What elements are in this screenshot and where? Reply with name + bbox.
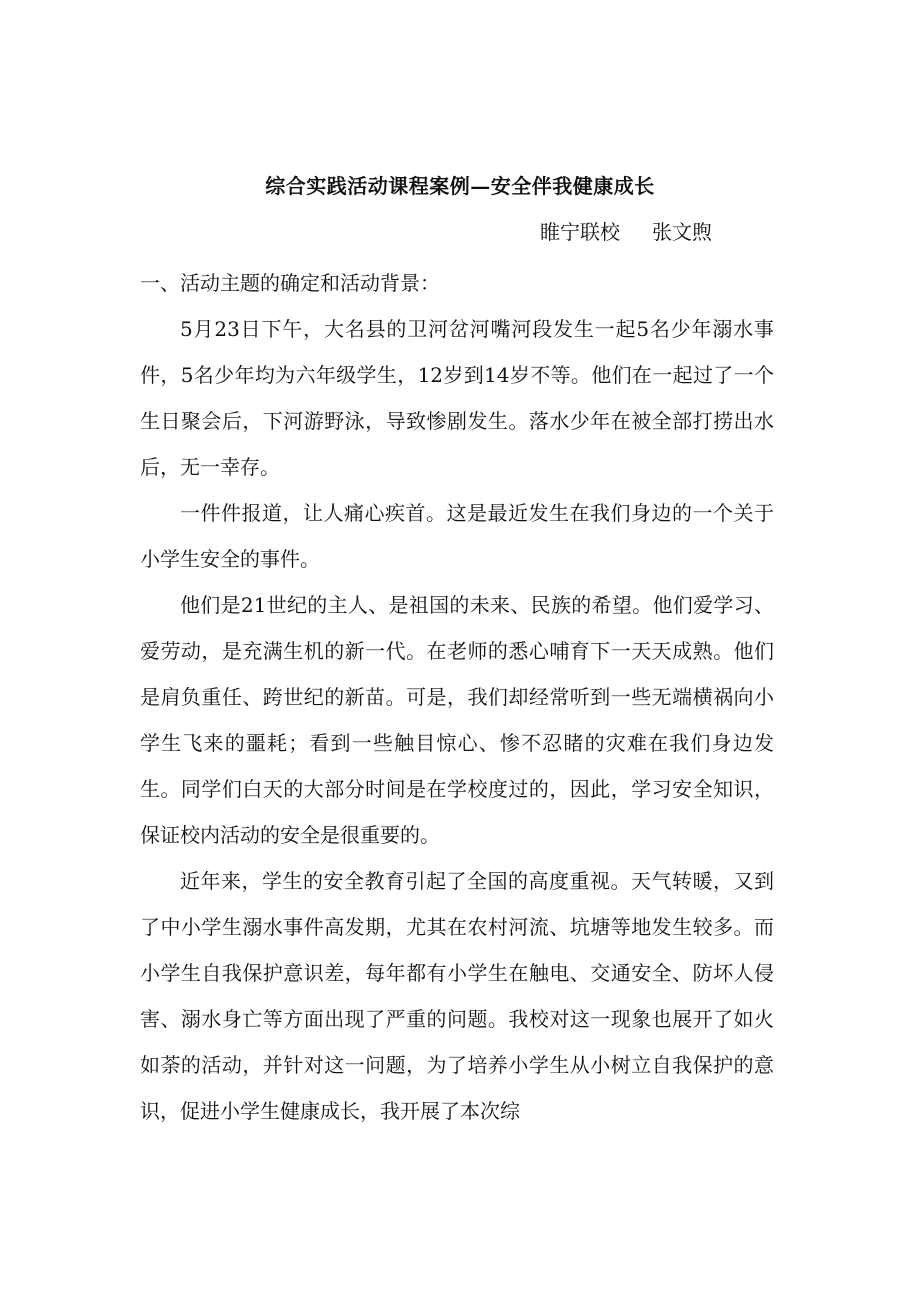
author-line bbox=[540, 214, 712, 250]
document-body bbox=[140, 260, 774, 1134]
author-school: 睢宁联校 bbox=[540, 220, 620, 244]
section-heading: 一、活动主题的确定和活动背景： bbox=[140, 271, 440, 295]
document-title: 综合实践活动课程案例—安全伴我健康成长 bbox=[265, 174, 655, 198]
author-name: 张文煦 bbox=[652, 220, 712, 244]
paragraph: 他们是21世纪的主人、是祖国的未来、民族的希望。他们爱学习、爱劳动，是充满生机的新一代。在老师的悉心哺育下一天天成熟。他们是肩负重任、跨世纪的新苗。可是，我们却经常听到一些无端横祸向小学生飞来的噩耗；看到一些触目惊心、惨不忍睹的灾难在我们身边发生。同学们白天的大部分时间是在学校度过的，因此，学习安全知识，保证校内活动的安全是很重要的。 bbox=[140, 593, 774, 847]
paragraph: 一件件报道，让人痛心疾首。这是最近发生在我们身边的一个关于小学生安全的事件。 bbox=[140, 501, 774, 571]
paragraph: 近年来，学生的安全教育引起了全国的高度重视。天气转暖，又到了中小学生溺水事件高发期，尤其在农村河流、坑塘等地发生较多。而小学生自我保护意识差，每年都有小学生在触电、交通安全、防坏人侵害、溺水身亡等方面出现了严重的问题。我校对这一现象也展开了如火如荼的活动，并针对这一问题，为了培养小学生从小树立自我保护的意识，促进小学生健康成长，我开展了本次综 bbox=[140, 869, 774, 1123]
paragraph: 5月23日下午，大名县的卫河岔河嘴河段发生一起5名少年溺水事件，5名少年均为六年级学生，12岁到14岁不等。他们在一起过了一个生日聚会后，下河游野泳，导致惨剧发生。落水少年在被全部打捞出水后，无一幸存。 bbox=[140, 317, 774, 479]
